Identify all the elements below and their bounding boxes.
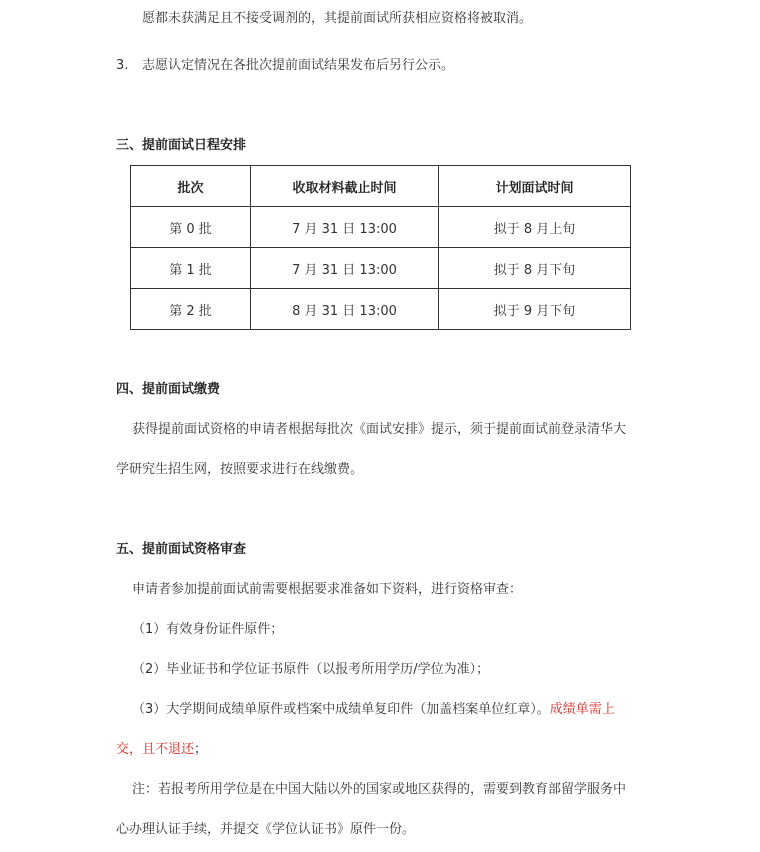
paragraph-line: 获得提前面试资格的申请者根据每批次《面试安排》提示，须于提前面试前登录清华大 <box>132 422 627 437</box>
list-item-text: （3）大学期间成绩单原件或档案中成绩单复印件（加盖档案单位红章）。 <box>132 702 550 717</box>
list-item: （1）有效身份证件原件； <box>132 622 284 637</box>
punctuation: ； <box>194 742 208 757</box>
table-header-cell: 收取材料截止时间 <box>251 166 439 207</box>
table-cell: 拟于 9 月下旬 <box>439 289 631 330</box>
table-cell: 8 月 31 日 13:00 <box>251 289 439 330</box>
table-cell: 拟于 8 月上旬 <box>439 207 631 248</box>
table-row <box>131 289 631 330</box>
table-header-cell: 批次 <box>131 166 251 207</box>
table-header-cell: 计划面试时间 <box>439 166 631 207</box>
list-item-continuation <box>116 740 207 760</box>
paragraph-line: 申请者参加提前面试前需要根据要求准备如下资料，进行资格审查： <box>132 582 523 597</box>
table-header-row <box>131 166 631 207</box>
section-heading-schedule: 三、提前面试日程安排 <box>116 138 247 153</box>
table-cell: 第 1 批 <box>131 248 251 289</box>
list-item <box>132 700 615 720</box>
schedule-table <box>130 165 631 330</box>
section-heading-review: 五、提前面试资格审查 <box>116 542 247 557</box>
list-item: （2）毕业证书和学位证书原件（以报考所用学历/学位为准）； <box>132 662 490 677</box>
red-emphasis-text: 交，且不退还 <box>116 742 195 757</box>
section-heading-fee: 四、提前面试缴费 <box>116 382 221 397</box>
table-cell: 7 月 31 日 13:00 <box>251 248 439 289</box>
note-line: 心办理认证手续，并提交《学位认证书》原件一份。 <box>116 822 416 837</box>
note-line: 注：若报考所用学位是在中国大陆以外的国家或地区获得的，需要到教育部留学服务中 <box>132 782 627 797</box>
list-number: 3. <box>116 58 129 73</box>
list-item-text: 志愿认定情况在各批次提前面试结果发布后另行公示。 <box>142 58 455 73</box>
table-row <box>131 207 631 248</box>
table-cell: 第 0 批 <box>131 207 251 248</box>
table-row <box>131 248 631 289</box>
continuation-text: 愿都未获满足且不接受调剂的，其提前面试所获相应资格将被取消。 <box>142 11 533 26</box>
table-cell: 第 2 批 <box>131 289 251 330</box>
table-cell: 拟于 8 月下旬 <box>439 248 631 289</box>
table-cell: 7 月 31 日 13:00 <box>251 207 439 248</box>
red-emphasis-text: 成绩单需上 <box>549 702 615 717</box>
paragraph-line: 学研究生招生网，按照要求进行在线缴费。 <box>116 462 364 477</box>
